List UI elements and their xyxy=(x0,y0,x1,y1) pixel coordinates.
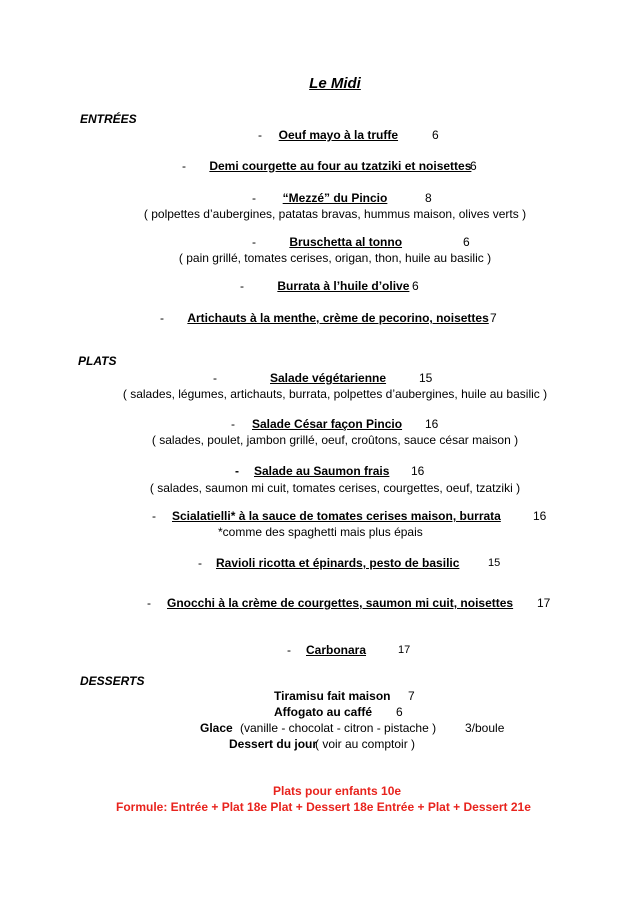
item-name: Salade végétarienne xyxy=(270,371,387,385)
item-dash: - xyxy=(287,643,291,657)
item-price: 15 xyxy=(419,371,433,385)
menu-item xyxy=(258,128,398,142)
item-price: 3/boule xyxy=(465,721,505,735)
item-price: 6 xyxy=(432,128,439,142)
section-entrees: ENTRÉES xyxy=(80,112,137,126)
item-dash: - xyxy=(213,371,217,385)
item-description: ( salades, saumon mi cuit, tomates cerises, courgettes, oeuf, tzatziki ) xyxy=(149,481,521,495)
item-price: 6 xyxy=(396,705,403,719)
item-dash: - xyxy=(231,417,235,431)
item-description: ( pain grillé, tomates cerises, origan, thon, huile au basilic ) xyxy=(178,251,492,265)
menu-item xyxy=(252,191,387,205)
item-name: Carbonara xyxy=(306,643,367,657)
item-dash: - xyxy=(252,235,256,249)
menu-item xyxy=(182,159,471,173)
item-name: Gnocchi à la crème de courgettes, saumon mi cuit, noisettes xyxy=(167,596,514,610)
item-name: Oeuf mayo à la truffe xyxy=(278,128,399,142)
item-name: Burrata à l’huile d’olive xyxy=(277,279,410,293)
item-name: Scialatielli* à la sauce de tomates cerises maison, burrata xyxy=(172,509,501,523)
item-dash: - xyxy=(160,311,164,325)
item-dash: - xyxy=(252,191,256,205)
menu-item xyxy=(160,311,489,325)
kids-menu-note: Plats pour enfants 10e xyxy=(273,784,402,798)
item-price: 6 xyxy=(470,159,477,173)
item-price: 15 xyxy=(488,557,501,569)
item-name: Glace xyxy=(200,721,233,735)
item-name: Bruschetta al tonno xyxy=(289,235,403,249)
item-description: (vanille - chocolat - citron - pistache ) xyxy=(240,721,437,735)
menu-item xyxy=(240,279,409,293)
item-name: “Mezzé” du Pincio xyxy=(282,191,388,205)
item-name: Tiramisu fait maison xyxy=(274,689,391,703)
item-name: Ravioli ricotta et épinards, pesto de basilic xyxy=(216,556,460,570)
item-dash: - xyxy=(258,128,262,142)
item-dash: - xyxy=(182,159,186,173)
item-price: 16 xyxy=(533,509,547,523)
item-name: Salade César façon Pincio xyxy=(252,417,403,431)
item-description: ( polpettes d’aubergines, patatas bravas, hummus maison, olives verts ) xyxy=(143,207,527,221)
item-dash: - xyxy=(240,279,244,293)
item-description: *comme des spaghetti mais plus épais xyxy=(218,525,423,539)
item-price: 7 xyxy=(490,311,497,325)
page-title: Le Midi xyxy=(309,75,361,92)
section-desserts: DESSERTS xyxy=(80,674,145,688)
item-description: ( salades, légumes, artichauts, burrata, polpettes d’aubergines, huile au basilic ) xyxy=(122,387,548,401)
item-dash: - xyxy=(198,556,202,570)
item-description: ( salades, poulet, jambon grillé, oeuf, croûtons, sauce césar maison ) xyxy=(151,433,519,447)
item-dash: - xyxy=(152,509,156,523)
item-name: Salade au Saumon frais xyxy=(254,464,390,478)
item-price: 7 xyxy=(408,689,415,703)
formule-note: Formule: Entrée + Plat 18e Plat + Dessert 18e Entrée + Plat + Dessert 21e xyxy=(116,800,531,814)
section-plats: PLATS xyxy=(78,354,117,368)
menu-item xyxy=(252,235,402,249)
item-price: 17 xyxy=(537,596,551,610)
item-description: ( voir au comptoir ) xyxy=(315,737,416,751)
item-dash: - xyxy=(235,464,239,478)
item-price: 6 xyxy=(463,235,470,249)
item-price: 16 xyxy=(425,417,439,431)
item-price: 17 xyxy=(398,644,411,656)
item-name: Artichauts à la menthe, crème de pecorino, noisettes xyxy=(187,311,489,325)
item-price: 8 xyxy=(425,191,432,205)
item-price: 6 xyxy=(412,279,419,293)
item-name: Dessert du jour xyxy=(229,737,318,751)
item-dash: - xyxy=(147,596,151,610)
item-name: Demi courgette au four au tzatziki et noisettes xyxy=(209,159,472,173)
item-name: Affogato au caffé xyxy=(274,705,373,719)
item-price: 16 xyxy=(411,464,425,478)
